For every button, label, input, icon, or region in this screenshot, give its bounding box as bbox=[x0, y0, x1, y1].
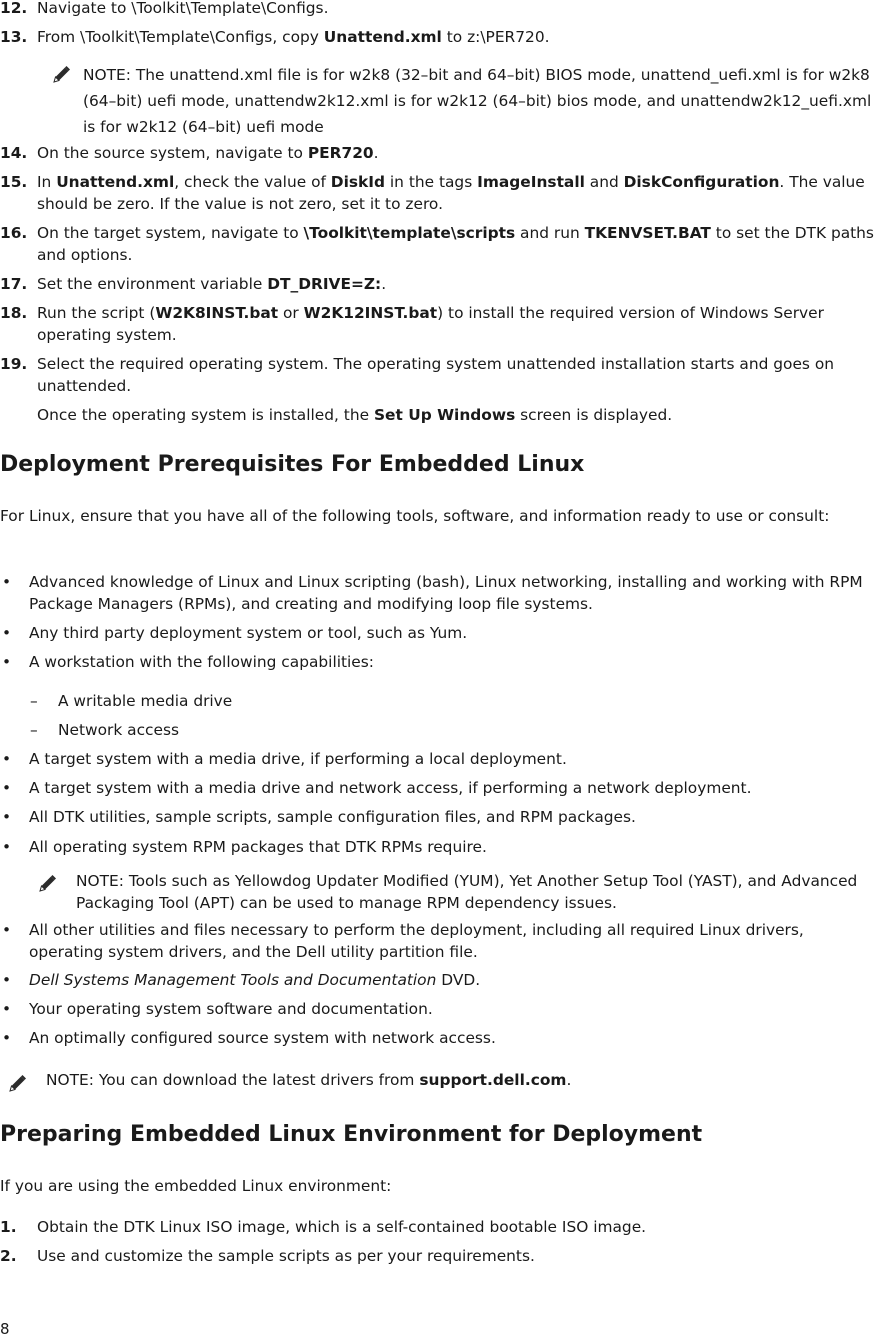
bold-term: TKENVSET.BAT bbox=[584, 224, 711, 242]
text-run: and bbox=[584, 173, 624, 191]
text-run: . The value should be zero. If the value is not zero, set it to zero. bbox=[37, 173, 865, 213]
section-heading: Deployment Prerequisites For Embedded Linux bbox=[0, 452, 585, 477]
note-label: NOTE: bbox=[46, 1071, 94, 1089]
text-run: Select the required operating system. The operating system unattended installation starts and goes on unattended. bbox=[37, 355, 834, 395]
text-run: . bbox=[373, 144, 379, 162]
step-number: 12. bbox=[0, 0, 28, 17]
note-text bbox=[46, 1069, 882, 1091]
path-term: z:\PER720 bbox=[467, 28, 545, 46]
list-item-text bbox=[29, 1027, 882, 1049]
bullet: • bbox=[2, 573, 12, 591]
text-run: and run bbox=[515, 224, 585, 242]
note-label: NOTE: bbox=[83, 66, 131, 84]
text-run: in the tags bbox=[385, 173, 478, 191]
list-item-text bbox=[29, 919, 882, 963]
text-run: . bbox=[323, 0, 329, 17]
step-text bbox=[37, 1245, 882, 1267]
step-number: 19. bbox=[0, 355, 28, 373]
step-number: 18. bbox=[0, 304, 28, 322]
path-term: \Toolkit\Template\Configs bbox=[131, 0, 324, 17]
text-run: . bbox=[381, 275, 387, 293]
text-run: Your operating system software and documentation. bbox=[29, 1000, 433, 1018]
text-run: Run the script ( bbox=[37, 304, 156, 322]
step-number: 13. bbox=[0, 28, 28, 46]
text-run: From bbox=[37, 28, 81, 46]
bold-term: ImageInstall bbox=[477, 173, 585, 191]
step-text bbox=[37, 26, 882, 48]
bullet: • bbox=[2, 808, 12, 826]
step-text bbox=[37, 142, 882, 164]
step-12 bbox=[0, 0, 882, 19]
bullet: • bbox=[2, 750, 12, 768]
bold-term: Unattend.xml bbox=[56, 173, 175, 191]
step-text bbox=[37, 222, 882, 266]
note-label: NOTE: bbox=[76, 872, 124, 890]
text-run: On the target system, navigate to bbox=[37, 224, 304, 242]
step-number: 2. bbox=[0, 1247, 17, 1265]
bold-term: PER720 bbox=[307, 144, 374, 162]
step-text bbox=[37, 0, 882, 19]
list-item-text: Any third party deployment system or tool, such as Yum. bbox=[29, 624, 468, 642]
step-text bbox=[37, 171, 882, 215]
bullet: • bbox=[2, 779, 12, 797]
bullet: • bbox=[2, 653, 12, 671]
list-item-text: A workstation with the following capabilities: bbox=[29, 653, 374, 671]
text-run: , copy bbox=[272, 28, 324, 46]
text-run: Navigate to bbox=[37, 0, 132, 17]
list-item-text: All operating system RPM packages that DTK RPMs require. bbox=[29, 838, 487, 856]
text-run: An optimally configured source system with network access. bbox=[29, 1029, 496, 1047]
note-pencil-icon bbox=[36, 873, 58, 895]
list-item-text bbox=[29, 998, 882, 1020]
page-number: 8 bbox=[0, 1320, 10, 1338]
list-item-text: Advanced knowledge of Linux and Linux scripting (bash), Linux networking, installing and working with RPM Package Managers (RPMs), and creating and modifying loop file systems. bbox=[29, 573, 863, 613]
dash: – bbox=[30, 692, 38, 710]
list-item-text: A target system with a media drive, if performing a local deployment. bbox=[29, 750, 567, 768]
text-run: In bbox=[37, 173, 57, 191]
text-run: Use and customize the sample scripts as per your requirements. bbox=[37, 1247, 535, 1265]
section-heading: Preparing Embedded Linux Environment for Deployment bbox=[0, 1122, 703, 1147]
bold-term: DiskConfiguration bbox=[623, 173, 780, 191]
bullet: • bbox=[2, 1029, 12, 1047]
step-text bbox=[37, 353, 882, 397]
text-run: or bbox=[278, 304, 304, 322]
step-number: 17. bbox=[0, 275, 28, 293]
note-text bbox=[83, 62, 882, 140]
bold-term: support.dell.com bbox=[419, 1071, 567, 1089]
note-pencil-icon bbox=[6, 1073, 28, 1095]
bold-term: Set Up Windows bbox=[373, 406, 516, 424]
bold-term: Unattend.xml bbox=[323, 28, 442, 46]
text-run: . bbox=[566, 1071, 572, 1089]
step-13 bbox=[0, 26, 882, 48]
text-run: screen is displayed. bbox=[515, 406, 673, 424]
step-19-followup bbox=[37, 404, 672, 426]
bullet: • bbox=[2, 1000, 12, 1018]
text-run: DVD. bbox=[436, 971, 481, 989]
path-term: \Toolkit\Template\Configs bbox=[80, 28, 273, 46]
note-text bbox=[76, 870, 882, 914]
text-run: Obtain the DTK Linux ISO image, which is a self-contained bootable ISO image. bbox=[37, 1218, 647, 1236]
bold-term: DT_DRIVE=Z: bbox=[267, 275, 382, 293]
text-run: On the source system, navigate to bbox=[37, 144, 308, 162]
italic-term: Dell Systems Management Tools and Documentation bbox=[29, 971, 437, 989]
list-item-text: A target system with a media drive and network access, if performing a network deployment. bbox=[29, 779, 752, 797]
sub-list-item-text: A writable media drive bbox=[58, 692, 233, 710]
step-text bbox=[37, 302, 882, 346]
step-number: 14. bbox=[0, 144, 28, 162]
text-run: , check the value of bbox=[174, 173, 331, 191]
intro-paragraph: If you are using the embedded Linux environment: bbox=[0, 1177, 392, 1195]
dash: – bbox=[30, 721, 38, 739]
text-run: . bbox=[544, 28, 550, 46]
list-item-text bbox=[29, 969, 882, 991]
note-body bbox=[94, 1071, 571, 1089]
step-text bbox=[37, 273, 882, 295]
bold-term: \Toolkit\template\scripts bbox=[303, 224, 516, 242]
note-body: Tools such as Yellowdog Updater Modified (YUM), Yet Another Setup Tool (YAST), and Advanced Packaging Tool (APT) can be used to manage RPM dependency issues. bbox=[76, 872, 858, 912]
text-run: to bbox=[441, 28, 468, 46]
note-body: The unattend.xml file is for w2k8 (32–bit and 64–bit) BIOS mode, unattend_uefi.xml is for w2k8 (64–bit) uefi mode, unattendw2k12.xml is for w2k12 (64–bit) bios mode, and unattendw2k12_uefi.xml is for w2k12 (64–bit) uefi mode bbox=[83, 66, 872, 136]
bold-term: W2K12INST.bat bbox=[303, 304, 438, 322]
text-run: You can download the latest drivers from bbox=[93, 1071, 420, 1089]
list-item-text: All DTK utilities, sample scripts, sample configuration files, and RPM packages. bbox=[29, 808, 636, 826]
text-run: All other utilities and files necessary to perform the deployment, including all required Linux drivers, operating system drivers, and the Dell utility partition file. bbox=[29, 921, 804, 961]
bold-term: DiskId bbox=[330, 173, 385, 191]
text-run: to set the DTK paths and options. bbox=[37, 224, 874, 264]
step-number: 16. bbox=[0, 224, 28, 242]
text-run: Once the operating system is installed, the bbox=[37, 406, 374, 424]
step-number: 1. bbox=[0, 1218, 17, 1236]
intro-paragraph: For Linux, ensure that you have all of the following tools, software, and information ready to use or consult: bbox=[0, 507, 830, 525]
bullet: • bbox=[2, 838, 12, 856]
step-text bbox=[37, 1216, 882, 1238]
bullet: • bbox=[2, 624, 12, 642]
sub-list-item-text: Network access bbox=[58, 721, 180, 739]
bullet: • bbox=[2, 921, 12, 939]
text-run: Set the environment variable bbox=[37, 275, 268, 293]
bullet: • bbox=[2, 971, 12, 989]
bold-term: W2K8INST.bat bbox=[155, 304, 279, 322]
step-number: 15. bbox=[0, 173, 28, 191]
note-pencil-icon bbox=[50, 64, 72, 86]
text-run: ) to install the required version of Windows Server operating system. bbox=[37, 304, 824, 344]
